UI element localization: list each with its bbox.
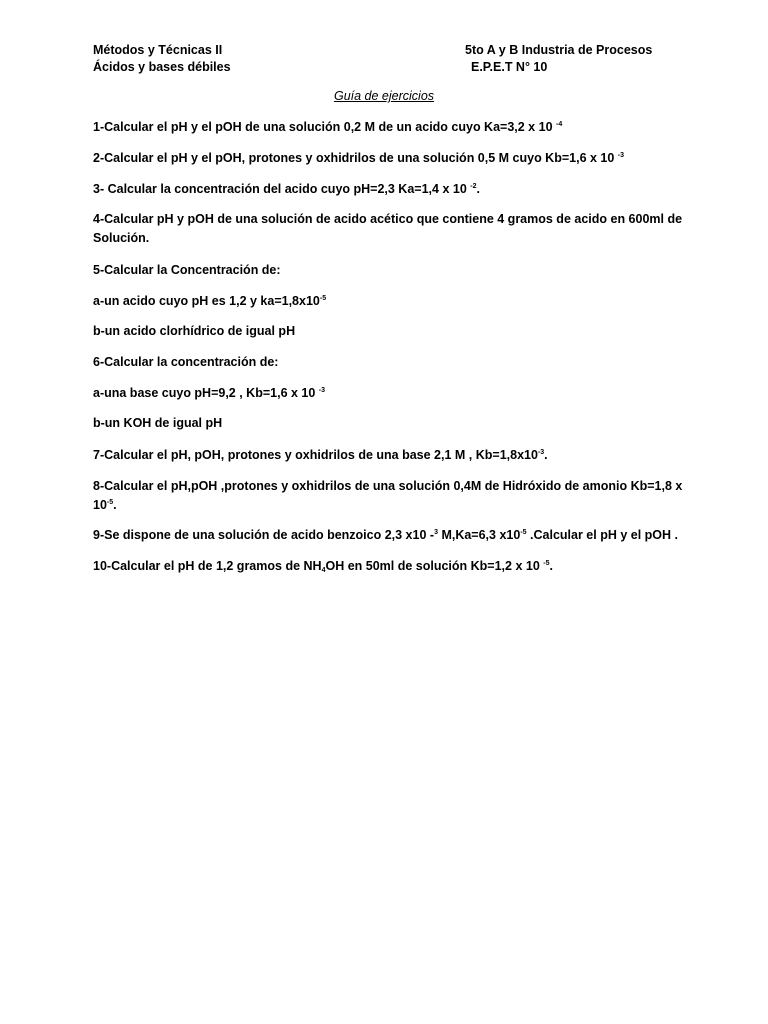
exercise-5b: b-un acido clorhídrico de igual pH <box>93 324 296 338</box>
exercise-5a-exponent: -5 <box>319 295 327 302</box>
exercise-9-text-b: M,Ka=6,3 x10 <box>437 528 521 542</box>
exercise-2-text: 2-Calcular el pH y el pOH, protones y oxhidrilos de una solución 0,5 M cuyo Kb=1,6 x 10 <box>93 151 618 165</box>
course-name: Métodos y Técnicas II <box>93 43 223 57</box>
exercise-2 <box>93 149 683 168</box>
header-left <box>93 42 231 76</box>
exercise-1-text: 1-Calcular el pH y el pOH de una solución 0,2 M de un acido cuyo Ka=3,2 x 10 <box>93 120 556 134</box>
exercise-7 <box>93 446 683 465</box>
exercise-4: 4-Calcular pH y pOH de una solución de acido acético que contiene 4 gramos de acido en 600ml de Solución. <box>93 212 683 245</box>
exercise-7-exponent: -3 <box>537 449 545 456</box>
page-title: Guía de ejercicios <box>333 89 435 103</box>
exercise-6: 6-Calcular la concentración de: <box>93 355 279 369</box>
exercise-10-text-a: 10-Calcular el pH de 1,2 gramos de NH <box>93 559 322 573</box>
exercise-10-tail: . <box>549 559 553 573</box>
exercise-5a <box>93 292 683 311</box>
exercise-1-exponent: -4 <box>556 121 563 128</box>
topic-name: Ácidos y bases débiles <box>93 60 231 74</box>
exercise-5: 5-Calcular la Concentración de: <box>93 263 281 277</box>
exercise-5a-text: a-un acido cuyo pH es 1,2 y ka=1,8x10 <box>93 294 320 308</box>
exercise-10-subscript: 4 <box>321 567 326 574</box>
exercise-2-exponent: -3 <box>617 152 625 159</box>
exercise-8-tail: . <box>113 498 117 512</box>
header-right <box>465 42 652 76</box>
exercise-1 <box>93 118 683 137</box>
exercise-8-text: 8-Calcular el pH,pOH ,protones y oxhidrilos de una solución 0,4M de Hidróxido de amonio Kb=1,8 x 10 <box>93 479 683 512</box>
exercise-9-text-a: 9-Se dispone de una solución de acido benzoico 2,3 x10 - <box>93 528 435 542</box>
exercise-7-text: 7-Calcular el pH, pOH, protones y oxhidrilos de una base 2,1 M , Kb=1,8x10 <box>93 448 538 462</box>
exercise-9 <box>93 526 683 545</box>
exercise-10-text-b: OH en 50ml de solución Kb=1,2 x 10 <box>325 559 544 573</box>
exercise-9-text-c: .Calcular el pH y el pOH . <box>526 528 678 542</box>
exercise-10 <box>93 557 683 576</box>
exercise-6a-text: a-una base cuyo pH=9,2 , Kb=1,6 x 10 <box>93 386 319 400</box>
exercise-3-exponent: -2 <box>470 183 477 190</box>
exercise-3-text: 3- Calcular la concentración del acido cuyo pH=2,3 Ka=1,4 x 10 <box>93 182 471 196</box>
exercise-8-exponent: -5 <box>106 499 114 506</box>
class-group: 5to A y B Industria de Procesos <box>465 43 653 57</box>
exercise-6a <box>93 384 683 403</box>
exercise-6b: b-un KOH de igual pH <box>93 416 223 430</box>
exercise-7-tail: . <box>544 448 548 462</box>
exercise-10-exponent: -5 <box>543 560 550 567</box>
exercise-9-exponent-a: 3 <box>434 529 438 536</box>
school-name: E.P.E.T N° 10 <box>471 60 548 74</box>
exercise-9-exponent-b: -5 <box>520 529 527 536</box>
exercise-6a-exponent: -3 <box>318 387 326 394</box>
exercise-3 <box>93 180 683 199</box>
exercise-8 <box>93 477 683 515</box>
exercise-3-tail: . <box>476 182 480 196</box>
